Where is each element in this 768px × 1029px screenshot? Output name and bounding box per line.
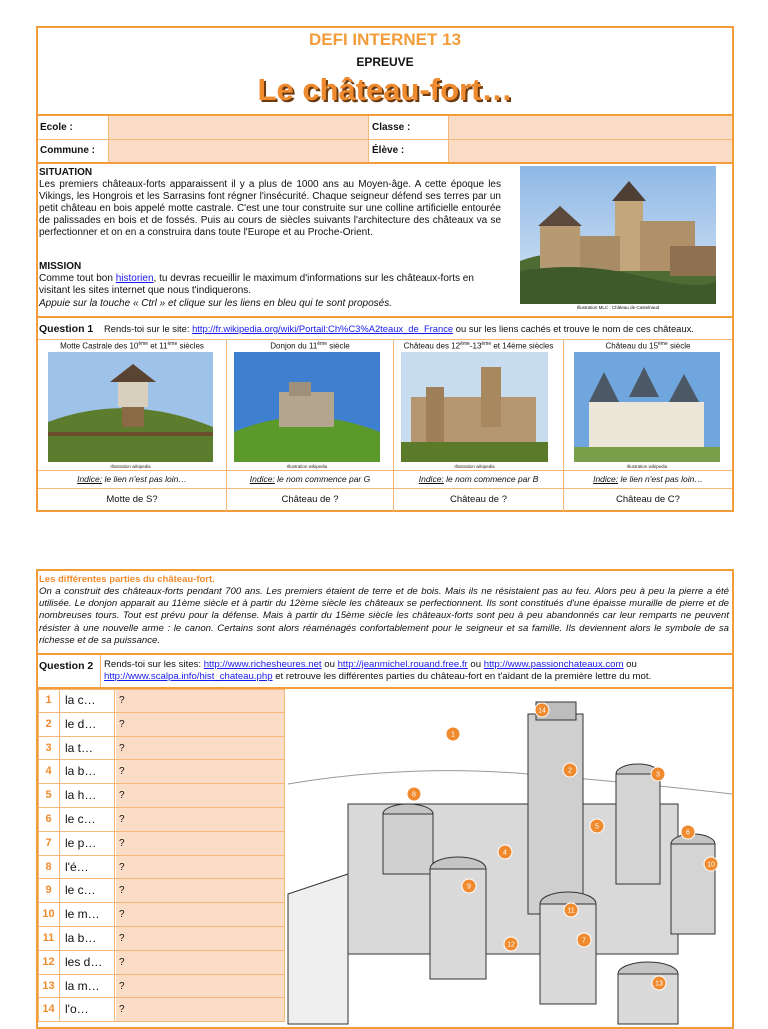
part-answer-field[interactable]: ? <box>116 856 285 879</box>
answer-motte[interactable]: Motte de S? <box>106 494 158 505</box>
bonaguil-caption: Illustration wikipedia <box>454 464 495 469</box>
richesheures-link[interactable]: http://www.richesheures.net <box>203 659 322 670</box>
castle-part-marker-label: 12 <box>507 941 515 949</box>
part-word-hint: la c… <box>61 689 115 712</box>
part-word-hint: la h… <box>61 784 115 807</box>
part-answer-field[interactable]: ? <box>116 951 285 974</box>
part-word-hint: la m… <box>61 975 115 998</box>
scalpa-link[interactable]: http://www.scalpa.info/hist_chateau.php <box>104 671 273 682</box>
part-answer-field[interactable]: ? <box>116 689 285 712</box>
castle-part-marker-label: 10 <box>707 861 715 869</box>
question2-sep3: ou <box>623 659 637 670</box>
part-answer-field[interactable]: ? <box>116 737 285 760</box>
part-answer-field[interactable]: ? <box>116 784 285 807</box>
question1-label: Question 1 <box>39 323 94 335</box>
castle-part-marker <box>535 703 549 717</box>
answer-chateau-15[interactable]: Château de C? <box>616 494 680 505</box>
q1-header-motte-c: siècles <box>177 341 204 351</box>
question1-text-start: Rends-toi sur le site: <box>104 323 193 334</box>
part-number: 4 <box>38 760 60 783</box>
castle-part-marker-label: 11 <box>567 907 575 915</box>
eleve-field[interactable] <box>450 141 730 161</box>
answer-chateau-12[interactable]: Château de ? <box>449 494 508 505</box>
castle-part-marker-label: 6 <box>686 829 690 837</box>
q1-header-motte-b: et 11 <box>148 341 168 351</box>
castle-part-marker <box>577 933 591 947</box>
castle-part-marker-label: 7 <box>582 937 586 945</box>
page-title: Le château-fort… <box>257 72 513 107</box>
classe-field[interactable] <box>450 117 730 138</box>
question1-text-end: ou sur les liens cachés et trouve le nom de ces châteaux. <box>453 323 694 334</box>
part-number: 13 <box>38 975 60 998</box>
castle-part-marker <box>681 825 695 839</box>
castle-part-marker <box>704 857 718 871</box>
q1-header-chateau-12-sup1: ème <box>460 341 470 347</box>
part-answer-field[interactable]: ? <box>116 879 285 902</box>
question2-text <box>104 659 730 683</box>
part-word-hint: les d… <box>61 951 115 974</box>
q1-header-motte-a: Motte Castrale des 10 <box>60 341 139 351</box>
castle-part-marker <box>446 727 460 741</box>
defi-title: DEFI INTERNET 13 <box>308 30 462 49</box>
part-word-hint: le c… <box>61 879 115 902</box>
question2-sep1: ou <box>321 659 338 670</box>
mission-text <box>39 273 501 297</box>
castle-part-marker <box>651 767 665 781</box>
parties-text: On a construit des châteaux-forts pendant 700 ans. Les premiers étaient de terre et de bois. Mais ils ne résistaient pas au feu. Alors peu à peu la pierre a été utilisée. Le donjon apparait au 11ème siècle et à partir du 12ème siècle les châteaux se perfectionnent. Ils sont constitués d'une épaisse muraille de pierre et de nombreuses tours. Tout est prévu pour la défense. Mais à partir du 15ème siècle les châteaux-forts sont peu à peu abandonnés car leur remparts ne peuvent résister à une nouvelle arme : le canon. Certains sont alors réaménagés confortablement pour le seigneur et sa famille. Ils deviennent alors le symbole de sa richesse et de sa puissance. <box>39 586 729 646</box>
part-answer-field[interactable]: ? <box>116 975 285 998</box>
part-word-hint: le d… <box>61 713 115 736</box>
q1-header-donjon-b: siècle <box>327 341 350 351</box>
castle-part-marker-label: 4 <box>503 849 507 857</box>
castle-illustration <box>288 694 732 1024</box>
question1-text <box>104 323 734 335</box>
chateau-15-caption: Illustration wikipedia <box>626 464 668 469</box>
castle-part-marker <box>652 976 666 990</box>
part-answer-field[interactable]: ? <box>116 760 285 783</box>
parts-table-row <box>38 975 285 999</box>
parts-table-row <box>38 689 285 713</box>
castle-part-marker <box>498 845 512 859</box>
motte-castrale-caption: Illustration wikipedia <box>110 464 151 469</box>
mission-text-end: , tu devras recueillir le maximum d'informations sur les châteaux-forts en visitant les sites internet que nous t'indiquerons. <box>39 273 474 296</box>
part-answer-field[interactable]: ? <box>116 927 285 950</box>
part-number: 8 <box>38 856 60 879</box>
castle-part-marker-label: 13 <box>655 980 663 988</box>
part-word-hint: la b… <box>61 760 115 783</box>
q1-header-chateau-12-c: et 14ème siècles <box>491 341 554 351</box>
question2-sep2: ou <box>467 659 484 670</box>
part-number: 1 <box>38 689 60 712</box>
part-number: 10 <box>38 903 60 926</box>
castle-part-marker-label: 3 <box>656 771 660 779</box>
castelnaud-photo <box>520 166 716 304</box>
question2-text-start: Rends-toi sur les sites: <box>104 659 204 670</box>
part-number: 9 <box>38 879 60 902</box>
wikipedia-portail-link[interactable]: http://fr.wikipedia.org/wiki/Portail:Ch%C3%A2teaux_de_France <box>192 323 454 334</box>
parts-table-row <box>38 713 285 737</box>
q1-header-chateau-12 <box>394 341 563 351</box>
hint-donjon-text: le nom commence par G <box>274 474 371 484</box>
classe-label: Classe : <box>372 122 411 133</box>
castle-part-marker <box>564 903 578 917</box>
q1-header-motte <box>38 341 226 351</box>
parties-heading: Les différentes parties du château-fort. <box>39 574 215 585</box>
ecole-label: Ecole : <box>40 122 73 133</box>
epreuve-label: EPREUVE <box>356 55 414 69</box>
jeanmichel-link[interactable]: http://jeanmichel.rouand.free.fr <box>337 659 468 670</box>
castle-part-marker <box>407 787 421 801</box>
castle-part-marker <box>462 879 476 893</box>
parts-table <box>38 689 285 1024</box>
parts-table-row <box>38 760 285 784</box>
part-answer-field[interactable]: ? <box>116 832 285 855</box>
part-word-hint: le p… <box>61 832 115 855</box>
hint-donjon <box>227 474 393 484</box>
q1-header-motte-sup2: ème <box>167 341 178 347</box>
situation-heading: SITUATION <box>39 167 93 178</box>
q1-header-chateau-12-a: Château des 12 <box>403 341 461 351</box>
q1-header-chateau-15-b: siècle <box>667 341 691 351</box>
q1-header-chateau-12-sup2: ème <box>481 341 492 347</box>
parts-table-row <box>38 951 285 975</box>
castle-part-marker-label: 14 <box>538 707 546 715</box>
castle-part-marker-label: 1 <box>451 731 455 739</box>
hint-motte-label: Indice: <box>77 474 103 484</box>
castle-part-marker-label: 2 <box>568 767 572 775</box>
q1-header-motte-sup1: ème <box>138 341 149 347</box>
mission-heading: MISSION <box>39 261 82 272</box>
mission-text-start: Comme tout bon <box>39 273 116 284</box>
part-number: 2 <box>38 713 60 736</box>
hint-chateau-12 <box>394 474 563 484</box>
part-number: 11 <box>38 927 60 950</box>
parts-table-row <box>38 998 285 1022</box>
parts-table-row <box>38 832 285 856</box>
hint-donjon-label: Indice: <box>249 474 275 484</box>
part-word-hint: l'é… <box>61 856 115 879</box>
donjon-caption: Illustration wikipedia <box>286 464 328 469</box>
question2-text-end: et retrouve les différentes parties du château-fort en t'aidant de la première lettre du mot. <box>272 671 652 682</box>
q1-header-chateau-15-sup1: ème <box>658 341 668 347</box>
hint-motte-text: le lien n'est pas loin… <box>102 474 187 484</box>
part-word-hint: le m… <box>61 903 115 926</box>
q1-header-donjon <box>227 341 393 351</box>
answer-donjon[interactable]: Château de ? <box>281 494 339 505</box>
hint-chateau-12-text: le nom commence par B <box>443 474 539 484</box>
part-number: 5 <box>38 784 60 807</box>
chateau-15-photo <box>574 352 720 469</box>
part-number: 6 <box>38 808 60 831</box>
part-answer-field[interactable]: ? <box>116 713 285 736</box>
q1-header-chateau-15-a: Château du 15 <box>605 341 659 351</box>
castle-part-marker <box>563 763 577 777</box>
part-answer-field[interactable]: ? <box>116 998 285 1021</box>
parts-table-row <box>38 927 285 951</box>
hint-chateau-15-text: le lien n'est pas loin… <box>618 474 703 484</box>
eleve-label: Élève : <box>372 145 405 156</box>
parts-table-row <box>38 737 285 761</box>
part-word-hint: le c… <box>61 808 115 831</box>
parts-table-row <box>38 784 285 808</box>
hint-chateau-12-label: Indice: <box>418 474 444 484</box>
q1-header-chateau-12-b: -13 <box>469 341 482 351</box>
castle-part-marker-label: 5 <box>595 823 599 831</box>
commune-label: Commune : <box>40 145 95 156</box>
part-answer-field[interactable]: ? <box>116 903 285 926</box>
question2-label: Question 2 <box>39 660 94 672</box>
q1-header-donjon-sup1: ème <box>317 341 328 347</box>
hint-chateau-15-label: Indice: <box>593 474 619 484</box>
mission-instruction: Appuie sur la touche « Ctrl » et clique sur les liens en bleu qui te sont proposés. <box>39 298 392 309</box>
castelnaud-caption: Illustration MLC : Château de Castelnaud <box>576 305 660 310</box>
parts-table-row <box>38 903 285 927</box>
parts-table-row <box>38 856 285 880</box>
commune-field[interactable] <box>110 141 366 161</box>
part-number: 12 <box>38 951 60 974</box>
q1-header-donjon-a: Donjon du 11 <box>270 341 318 351</box>
castle-part-marker <box>590 819 604 833</box>
part-word-hint: la b… <box>61 927 115 950</box>
part-number: 14 <box>38 998 60 1021</box>
ecole-field[interactable] <box>110 117 366 138</box>
parts-table-row <box>38 808 285 832</box>
castle-part-marker-label: 9 <box>467 883 471 891</box>
castle-part-marker <box>504 937 518 951</box>
hint-motte <box>38 474 226 484</box>
part-number: 7 <box>38 832 60 855</box>
hint-chateau-15 <box>564 474 732 484</box>
q1-header-chateau-15 <box>564 341 732 351</box>
part-word-hint: l'o… <box>61 998 115 1021</box>
part-answer-field[interactable]: ? <box>116 808 285 831</box>
motte-castrale-photo <box>48 352 213 469</box>
passionchateaux-link[interactable]: http://www.passionchateaux.com <box>483 659 624 670</box>
historien-link[interactable]: historien <box>115 273 154 284</box>
parts-table-row <box>38 879 285 903</box>
situation-text: Les premiers châteaux-forts apparaissent il y a plus de 1000 ans au Moyen-âge. A cette époque les Vikings, les Hongrois et les Sarrasins font régner l'insécurité. Chaque seigneur défend ses terres par un petit château en bois appelé motte castrale. C'est une tour construite sur une colline artificielle entourée de palissades en bois et de fossés. Puis au cours de siècles suivants l'architecture des châteaux va se perfectionner et on en a construira dans toute l'Europe et au Proche-Orient. <box>39 179 501 238</box>
part-number: 3 <box>38 737 60 760</box>
donjon-photo <box>234 352 380 469</box>
chateau-bonaguil-photo <box>401 352 548 469</box>
part-word-hint: la t… <box>61 737 115 760</box>
castle-part-marker-label: 8 <box>412 791 416 799</box>
